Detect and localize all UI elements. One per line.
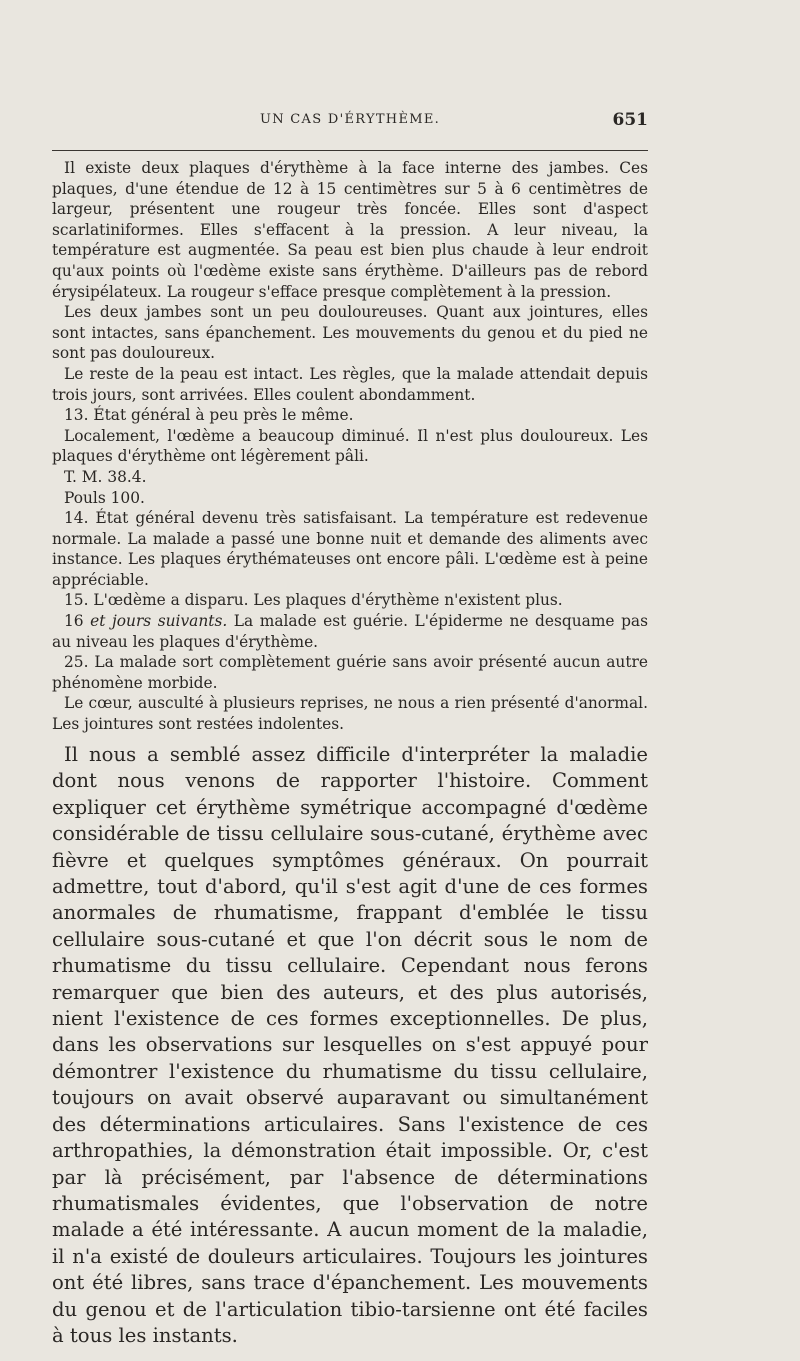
header-rule [52,150,648,151]
paragraph: Le cœur, ausculté à plusieurs reprises, ne nous a rien présenté d'anormal. Les jointures sont restées indolentes. [52,694,648,734]
discussion [52,742,648,1349]
paragraph: 13. État général à peu près le même. [64,406,354,425]
day-number: 16 [64,612,84,631]
paragraph-day-16 [52,611,648,652]
running-title: UN CAS D'ÉRYTHÈME. [259,112,441,127]
day-label: et jours suivants. [90,612,228,631]
paragraph: Localement, l'œdème a beaucoup diminué. Il n'est plus douloureux. Les plaques d'érythème ont légèrement pâli. [52,426,648,466]
paragraph: Il existe deux plaques d'érythème à la face interne des jambes. Ces plaques, d'une étendue de 12 à 15 centimètres sur 5 à 6 centimètres de largeur, présentent une rougeur très foncée. Elles sont d'aspect scarlatiniformes. Elles s'effacent à la pression. A leur niveau, la température est augmentée. Sa peau est bien plus chaude à leur endroit qu'aux points où l'œdème existe sans érythème. D'ailleurs pas de rebord érysipélateux. La rougeur s'efface presque complètement à la pression. [52,159,648,301]
paragraph: Pouls 100. [64,488,145,507]
paragraph: Il nous a semblé assez difficile d'interpréter la maladie dont nous venons de rapporter l'histoire. Comment expliquer cet érythème symétrique accompagné d'œdème considérable de tissu cellulaire sous-cutané, érythème avec fièvre et quelques symptômes généraux. On pourrait admettre, tout d'abord, qu'il s'est agit d'une de ces formes anormales de rhumatisme, frappant d'emblée le tissu cellulaire sous-cutané et que l'on décrit sous le nom de rhumatisme du tissu cellulaire. Cependant nous ferons remarquer que bien des auteurs, et des plus autorisés, nient l'existence de ces formes exceptionnelles. De plus, dans les observations sur lesquelles on s'est appuyé pour démontrer l'existence du rhumatisme du tissu cellulaire, toujours on avait observé auparavant ou simultanément des déterminations articulaires. Sans l'existence de ces arthropathies, la démonstration était impossible. Or, c'est par là précisément, par l'absence de déterminations rhumatismales évidentes, que l'observation de notre malade a été intéressante. A aucun moment de la maladie, il n'a existé de douleurs articulaires. Toujours les jointures ont été libres, sans trace d'épanchement. Les mouvements du genou et de l'articulation tibio-tarsienne ont été faciles à tous les instants. [52,743,648,1347]
paragraph: Le reste de la peau est intact. Les règles, que la malade attendait depuis trois jours, sont arrivées. Elles coulent abondamment. [52,364,648,404]
page-header [52,112,648,134]
paragraph: T. M. 38.4. [64,467,147,486]
day-text: La malade est guérie. L'épiderme ne desquame pas au niveau les plaques d'érythème. [52,612,648,651]
paragraph: 14. État général devenu très satisfaisant. La température est redevenue normale. La malade a passé une bonne nuit et demande des aliments avec instance. Les plaques érythémateuses ont encore pâli. L'œdème est à peine appréciable. [52,509,648,589]
clinical-observation [52,158,648,735]
page-number: 651 [612,110,648,130]
paragraph: 25. La malade sort complètement guérie sans avoir présenté aucun autre phénomène morbide. [52,653,648,692]
paragraph: 15. L'œdème a disparu. Les plaques d'érythème n'existent plus. [64,591,563,610]
paragraph: Les deux jambes sont un peu douloureuses. Quant aux jointures, elles sont intactes, sans épanchement. Les mouvements du genou et du pied ne sont pas douloureux. [52,303,648,363]
